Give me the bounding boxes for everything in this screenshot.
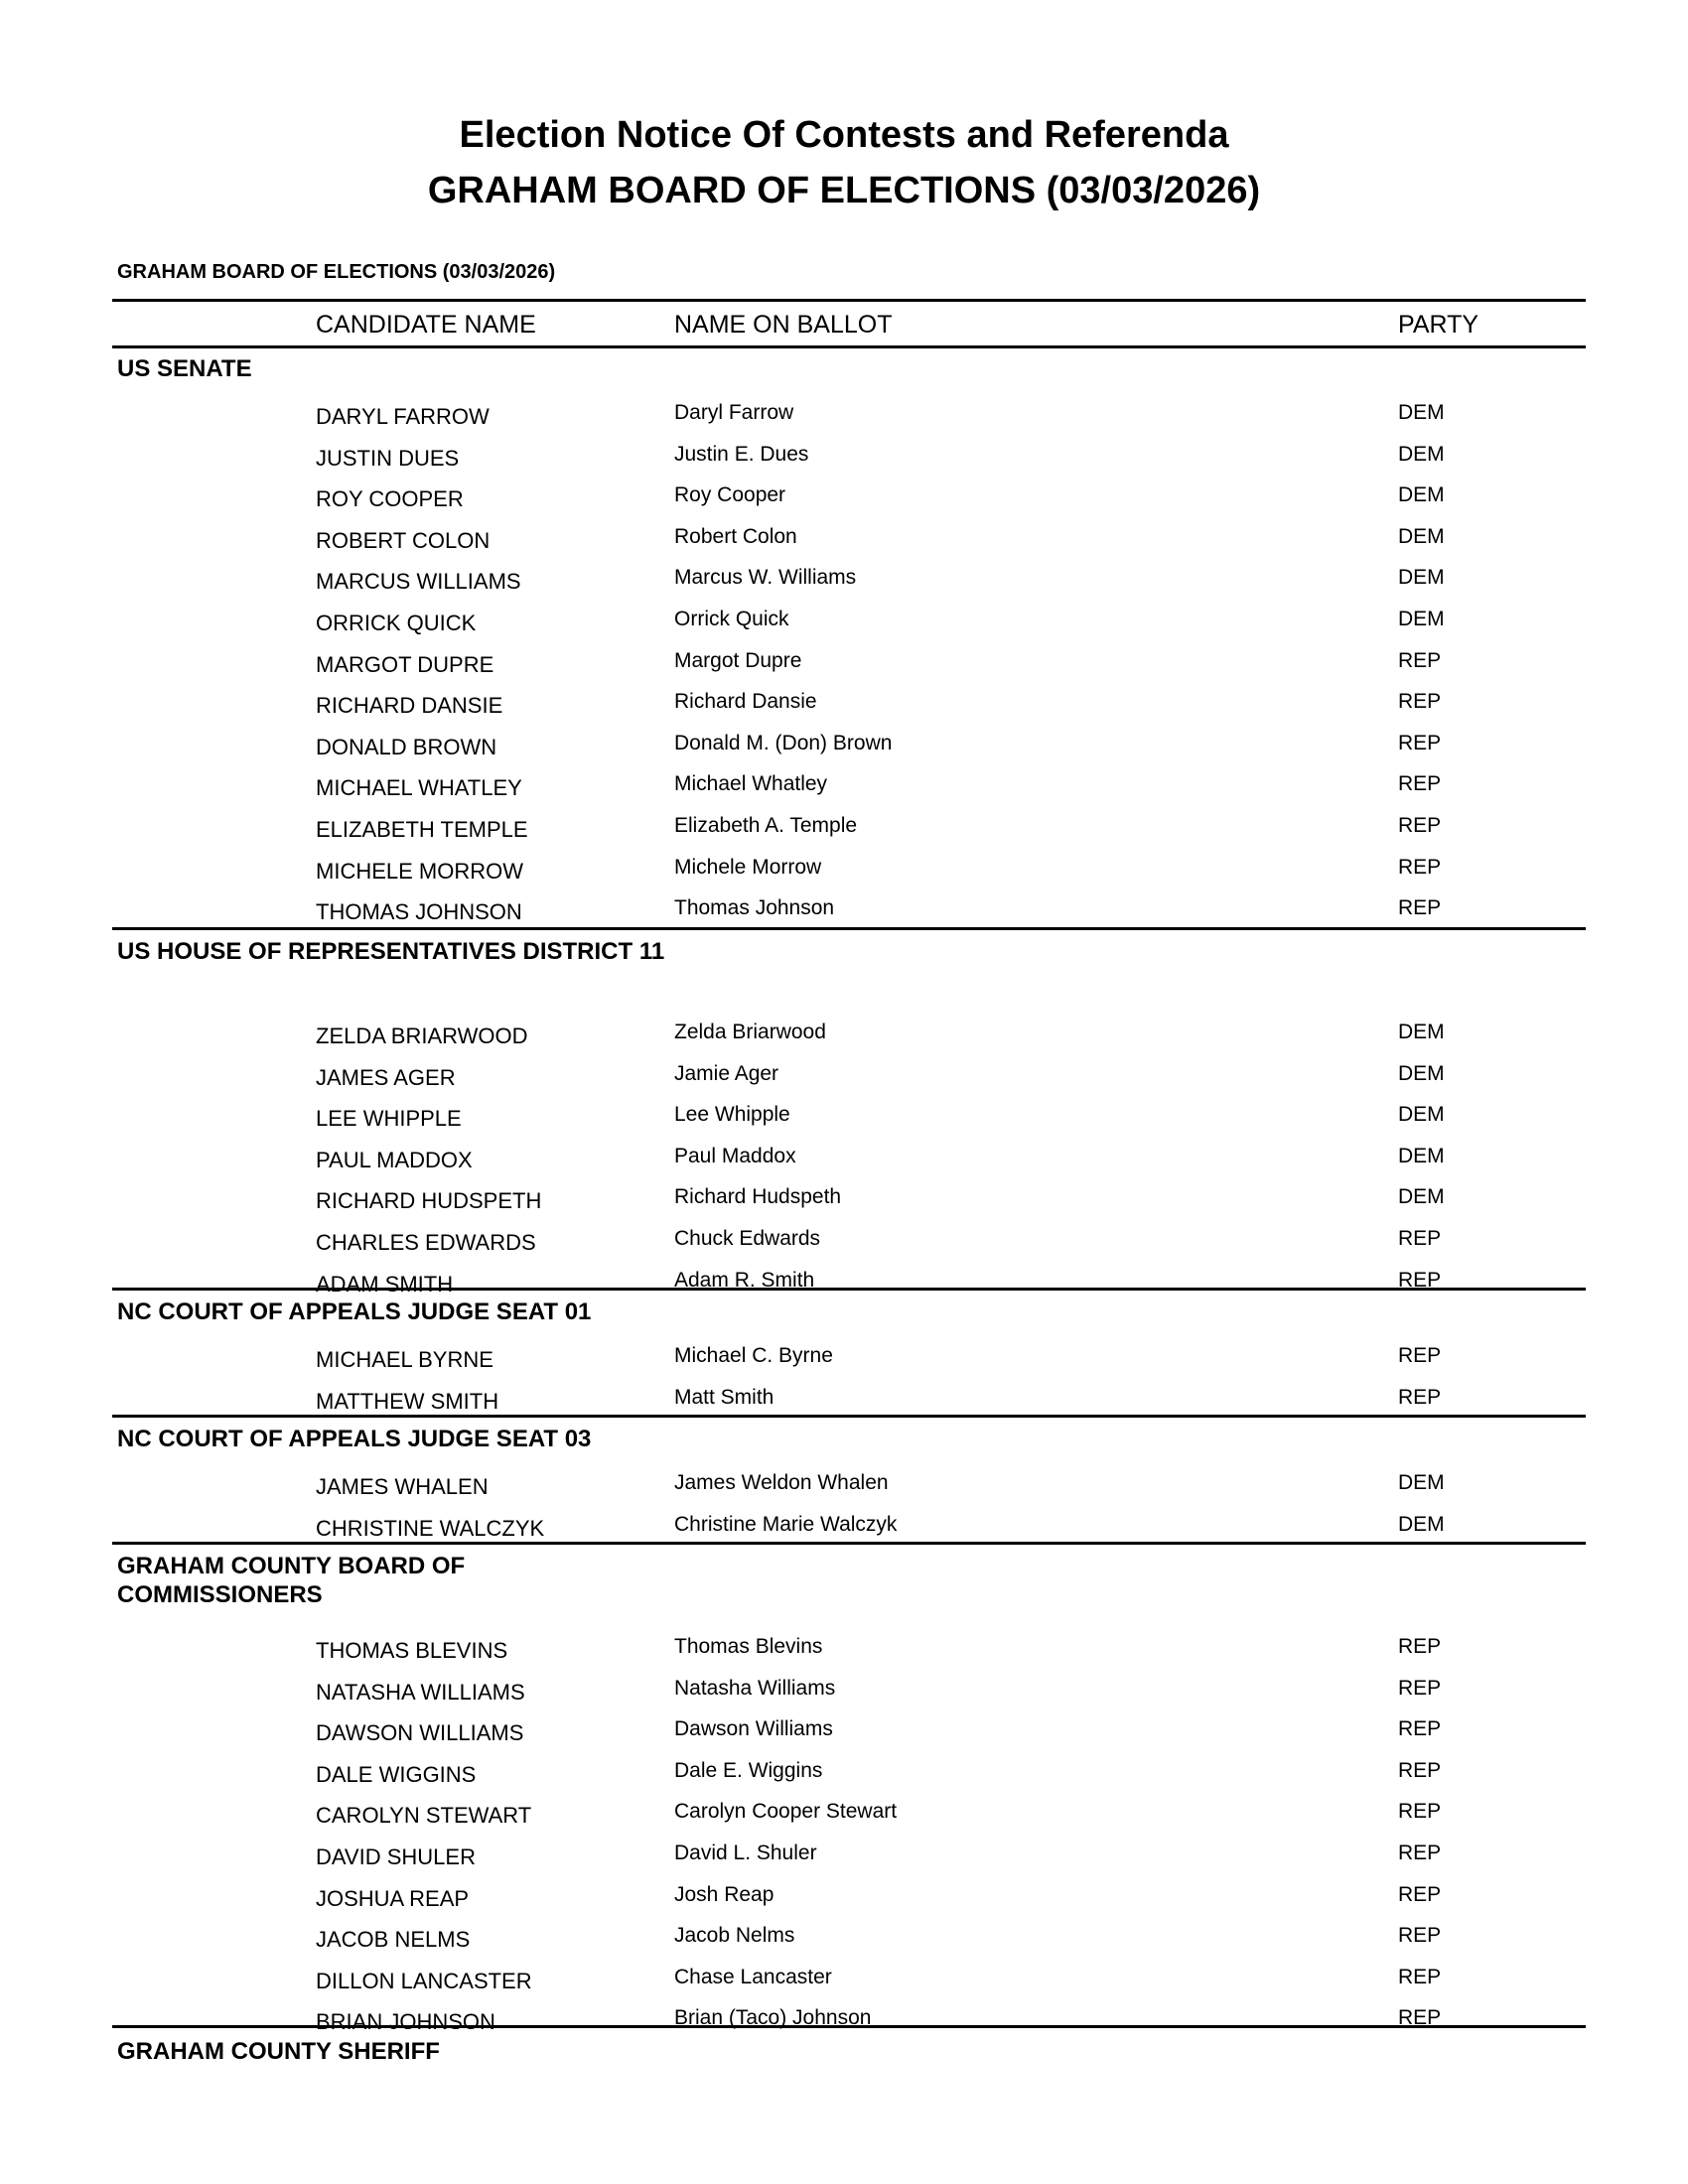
- party-label: DEM: [1398, 1185, 1445, 1208]
- candidate-name: JAMES WHALEN: [316, 1474, 489, 1499]
- party-label: REP: [1398, 1800, 1442, 1823]
- candidate-name: NATASHA WILLIAMS: [316, 1680, 525, 1705]
- party-label: DEM: [1398, 1145, 1445, 1167]
- candidate-name: RICHARD HUDSPETH: [316, 1188, 542, 1213]
- candidate-name: THOMAS JOHNSON: [316, 899, 522, 924]
- party-label: REP: [1398, 856, 1442, 879]
- name-on-ballot: Richard Dansie: [674, 690, 817, 713]
- candidate-name: ROBERT COLON: [316, 528, 491, 553]
- party-label: REP: [1398, 690, 1442, 713]
- candidate-name: CHRISTINE WALCZYK: [316, 1516, 545, 1541]
- contest-divider: [112, 927, 1586, 930]
- candidate-name: DAVID SHULER: [316, 1844, 476, 1869]
- contest-divider: [112, 1542, 1586, 1545]
- document-subtitle: GRAHAM BOARD OF ELECTIONS (03/03/2026): [427, 170, 1261, 211]
- party-label: REP: [1398, 732, 1442, 754]
- name-on-ballot: Daryl Farrow: [674, 401, 794, 424]
- candidate-name: MICHAEL WHATLEY: [316, 775, 522, 800]
- candidate-name: JUSTIN DUES: [316, 446, 460, 471]
- candidate-name: MICHAEL BYRNE: [316, 1347, 493, 1372]
- party-label: DEM: [1398, 443, 1445, 466]
- party-label: REP: [1398, 1344, 1442, 1367]
- name-on-ballot: Jacob Nelms: [674, 1924, 795, 1947]
- name-on-ballot: Roy Cooper: [674, 483, 786, 506]
- party-label: DEM: [1398, 1103, 1445, 1126]
- candidate-name: ADAM SMITH: [316, 1272, 454, 1297]
- candidate-name: ROY COOPER: [316, 486, 464, 511]
- candidate-name: BRIAN JOHNSON: [316, 2009, 495, 2034]
- contest-title: US HOUSE OF REPRESENTATIVES DISTRICT 11: [117, 938, 665, 965]
- candidate-name: RICHARD DANSIE: [316, 693, 503, 718]
- name-on-ballot: James Weldon Whalen: [674, 1471, 889, 1494]
- name-on-ballot: Jamie Ager: [674, 1062, 779, 1085]
- candidate-name: MICHELE MORROW: [316, 859, 523, 884]
- party-label: DEM: [1398, 1471, 1445, 1494]
- party-label: REP: [1398, 1759, 1442, 1782]
- candidate-name: DALE WIGGINS: [316, 1762, 477, 1787]
- name-on-ballot: Thomas Blevins: [674, 1635, 823, 1658]
- board-subheader: GRAHAM BOARD OF ELECTIONS (03/03/2026): [117, 261, 556, 283]
- name-on-ballot: Donald M. (Don) Brown: [674, 732, 893, 754]
- name-on-ballot: Marcus W. Williams: [674, 566, 857, 589]
- contest-divider: [112, 1288, 1586, 1291]
- candidate-name: DARYL FARROW: [316, 404, 490, 429]
- name-on-ballot: Josh Reap: [674, 1883, 774, 1906]
- candidate-name: ORRICK QUICK: [316, 611, 477, 635]
- name-on-ballot: Paul Maddox: [674, 1145, 796, 1167]
- name-on-ballot: Robert Colon: [674, 525, 797, 548]
- party-label: REP: [1398, 1966, 1442, 1988]
- contest-title: GRAHAM COUNTY BOARD OF COMMISSIONERS: [117, 1553, 466, 1608]
- party-label: DEM: [1398, 566, 1445, 589]
- party-label: REP: [1398, 1635, 1442, 1658]
- name-on-ballot: Orrick Quick: [674, 608, 789, 630]
- party-label: REP: [1398, 1842, 1442, 1864]
- name-on-ballot: Dale E. Wiggins: [674, 1759, 823, 1782]
- name-on-ballot: David L. Shuler: [674, 1842, 817, 1864]
- candidate-name: PAUL MADDOX: [316, 1148, 473, 1172]
- name-on-ballot: Christine Marie Walczyk: [674, 1513, 898, 1536]
- party-label: DEM: [1398, 608, 1445, 630]
- column-header-candidate: CANDIDATE NAME: [316, 311, 536, 339]
- name-on-ballot: Adam R. Smith: [674, 1269, 815, 1292]
- column-header-ballot: NAME ON BALLOT: [674, 311, 893, 339]
- name-on-ballot: Carolyn Cooper Stewart: [674, 1800, 898, 1823]
- party-label: DEM: [1398, 525, 1445, 548]
- party-label: REP: [1398, 1924, 1442, 1947]
- candidate-name: CHARLES EDWARDS: [316, 1230, 536, 1255]
- party-label: REP: [1398, 814, 1442, 837]
- candidate-name: JACOB NELMS: [316, 1927, 471, 1952]
- candidate-name: DAWSON WILLIAMS: [316, 1720, 524, 1745]
- document-title: Election Notice Of Contests and Referenda: [459, 114, 1229, 156]
- name-on-ballot: Michael C. Byrne: [674, 1344, 833, 1367]
- name-on-ballot: Dawson Williams: [674, 1717, 833, 1740]
- party-label: REP: [1398, 1677, 1442, 1700]
- candidate-name: ELIZABETH TEMPLE: [316, 817, 528, 842]
- name-on-ballot: Chase Lancaster: [674, 1966, 832, 1988]
- party-label: REP: [1398, 1227, 1442, 1250]
- party-label: REP: [1398, 772, 1442, 795]
- contest-divider: [112, 1415, 1586, 1418]
- party-label: REP: [1398, 1386, 1442, 1409]
- name-on-ballot: Justin E. Dues: [674, 443, 809, 466]
- party-label: DEM: [1398, 1062, 1445, 1085]
- party-label: REP: [1398, 1717, 1442, 1740]
- candidate-name: THOMAS BLEVINS: [316, 1638, 508, 1663]
- header-bottom-rule: [112, 345, 1586, 348]
- candidate-name: CAROLYN STEWART: [316, 1803, 532, 1828]
- candidate-name: MATTHEW SMITH: [316, 1389, 499, 1414]
- candidate-name: MARGOT DUPRE: [316, 652, 494, 677]
- candidate-name: JAMES AGER: [316, 1065, 456, 1090]
- column-header-party: PARTY: [1398, 311, 1479, 339]
- party-label: REP: [1398, 649, 1442, 672]
- candidate-name: MARCUS WILLIAMS: [316, 569, 521, 594]
- name-on-ballot: Elizabeth A. Temple: [674, 814, 858, 837]
- party-label: DEM: [1398, 1021, 1445, 1043]
- header-top-rule: [112, 299, 1586, 302]
- candidate-name: JOSHUA REAP: [316, 1886, 470, 1911]
- candidate-name: LEE WHIPPLE: [316, 1106, 462, 1131]
- name-on-ballot: Chuck Edwards: [674, 1227, 821, 1250]
- name-on-ballot: Margot Dupre: [674, 649, 802, 672]
- party-label: REP: [1398, 2006, 1442, 2029]
- name-on-ballot: Zelda Briarwood: [674, 1021, 826, 1043]
- contest-title: GRAHAM COUNTY SHERIFF: [117, 2038, 440, 2065]
- contest-title: US SENATE: [117, 355, 252, 382]
- name-on-ballot: Natasha Williams: [674, 1677, 836, 1700]
- contest-divider: [112, 2025, 1586, 2028]
- contest-title: NC COURT OF APPEALS JUDGE SEAT 01: [117, 1298, 592, 1325]
- name-on-ballot: Brian (Taco) Johnson: [674, 2006, 872, 2029]
- party-label: REP: [1398, 1269, 1442, 1292]
- party-label: REP: [1398, 896, 1442, 919]
- name-on-ballot: Lee Whipple: [674, 1103, 790, 1126]
- candidate-name: ZELDA BRIARWOOD: [316, 1024, 528, 1048]
- name-on-ballot: Michael Whatley: [674, 772, 828, 795]
- party-label: DEM: [1398, 401, 1445, 424]
- party-label: REP: [1398, 1883, 1442, 1906]
- contest-title: NC COURT OF APPEALS JUDGE SEAT 03: [117, 1426, 592, 1452]
- party-label: DEM: [1398, 1513, 1445, 1536]
- candidate-name: DONALD BROWN: [316, 735, 497, 759]
- name-on-ballot: Thomas Johnson: [674, 896, 835, 919]
- name-on-ballot: Michele Morrow: [674, 856, 822, 879]
- party-label: DEM: [1398, 483, 1445, 506]
- candidate-name: DILLON LANCASTER: [316, 1969, 532, 1993]
- name-on-ballot: Matt Smith: [674, 1386, 774, 1409]
- name-on-ballot: Richard Hudspeth: [674, 1185, 842, 1208]
